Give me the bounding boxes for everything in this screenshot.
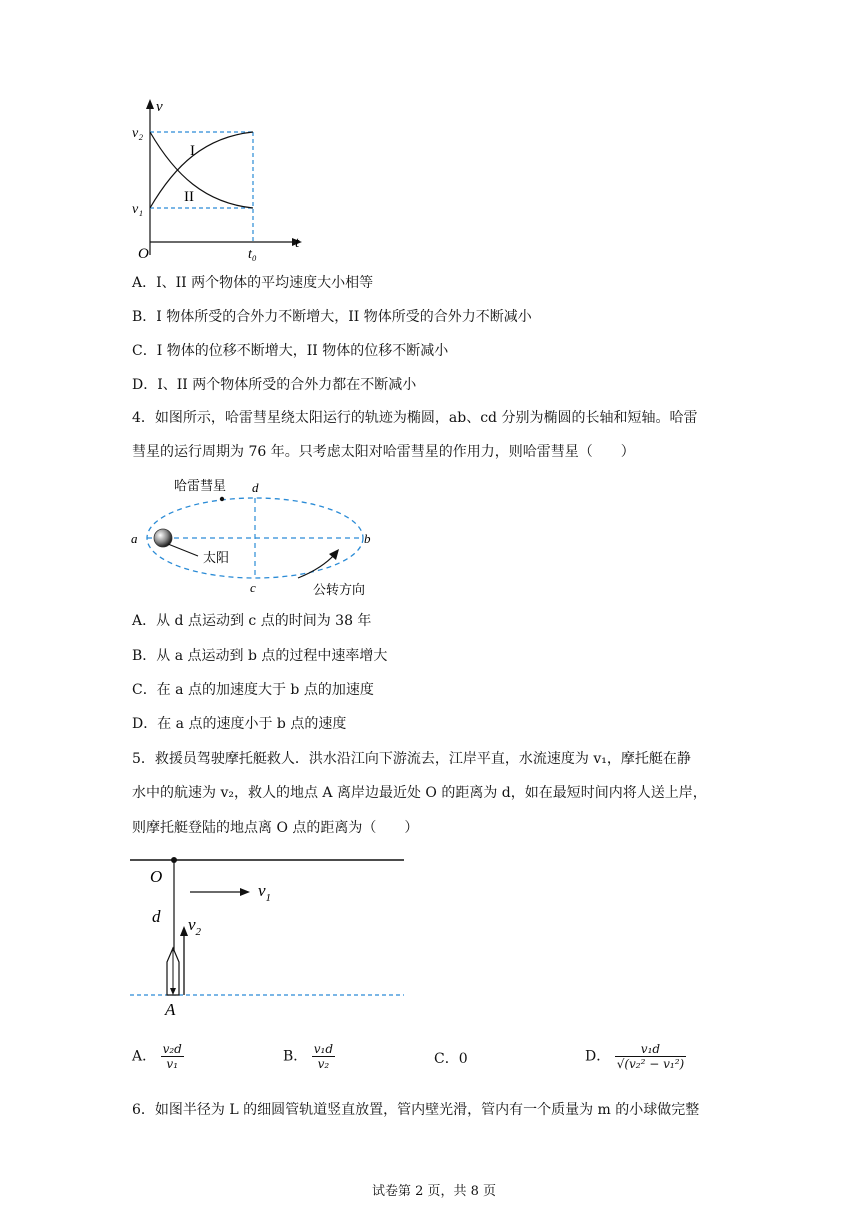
q4-stem-line-1: 4．如图所示，哈雷彗星绕太阳运行的轨迹为椭圆，ab、cd 分别为椭圆的长轴和短轴。哈雷 [132, 410, 698, 426]
comet-label: 哈雷彗星 [174, 479, 227, 494]
point-b-label: b [364, 531, 371, 546]
q5-option-d-fraction [615, 1042, 687, 1071]
t-axis-label: t [295, 235, 300, 251]
sun-leader-line [168, 544, 198, 556]
direction-label: 公转方向 [313, 583, 366, 598]
q5-stem-line-3: 则摩托艇登陆的地点离 O 点的距离为（ ） [132, 820, 419, 836]
v1-label: $v_1$ [258, 881, 272, 904]
q5-stem-line-1: 5．救援员驾驶摩托艇救人．洪水沿江向下游流去，江岸平直，水流速度为 v₁，摩托艇在静 [132, 751, 691, 767]
q5-option-a-num: v₂d [162, 1042, 182, 1056]
page-footer: 试卷第 2 页，共 8 页 [371, 1184, 497, 1199]
q4-option-c: C．在 a 点的加速度大于 b 点的加速度 [132, 682, 374, 698]
sun-label: 太阳 [203, 551, 230, 566]
t0-label: t₀ [248, 247, 257, 262]
point-c-label: c [250, 580, 256, 595]
q4-option-d: D．在 a 点的速度小于 b 点的速度 [132, 716, 347, 732]
q5-option-a [132, 1042, 184, 1071]
v-axis-label: v [156, 99, 163, 115]
q3-option-b: B．I 物体所受的合外力不断增大，II 物体所受的合外力不断减小 [132, 309, 532, 325]
curve-2-label: II [184, 189, 194, 205]
orbit-figure [128, 474, 388, 600]
curve-1-label: I [190, 143, 195, 159]
q5-option-b [283, 1042, 335, 1071]
curve-1 [150, 132, 253, 208]
v-axis-arrow [146, 99, 154, 109]
q5-option-a-den: v₁ [166, 1057, 179, 1071]
origin-label: O [138, 246, 149, 262]
q4-option-a: A．从 d 点运动到 c 点的时间为 38 年 [132, 613, 372, 629]
v2-label: $v_2$ [188, 915, 202, 938]
q4-option-b: B．从 a 点运动到 b 点的过程中速率增大 [132, 648, 388, 664]
q4-stem-line-2: 彗星的运行周期为 76 年。只考虑太阳对哈雷彗星的作用力，则哈雷彗星（ ） [132, 444, 635, 460]
q5-option-b-prefix: B． [283, 1048, 308, 1065]
q3-option-a: A．I、II 两个物体的平均速度大小相等 [132, 275, 374, 291]
vt-graph [130, 95, 310, 265]
q5-stem-line-2: 水中的航速为 v₂，救人的地点 A 离岸边最近处 O 的距离为 d，如在最短时间内将人送上岸， [132, 785, 707, 801]
q5-option-d-den: √(v₂² − v₁²) [616, 1057, 685, 1071]
q6-stem-line-1: 6．如图半径为 L 的细圆管轨道竖直放置，管内壁光滑，管内有一个质量为 m 的小球做完整 [132, 1102, 700, 1118]
comet [220, 497, 224, 501]
point-a-label: A [165, 1000, 176, 1019]
point-d-label: d [252, 480, 259, 495]
d-label: d [152, 907, 161, 926]
q5-option-b-den: v₂ [317, 1057, 330, 1071]
q5-option-d [585, 1042, 686, 1071]
q5-option-a-fraction [161, 1042, 184, 1071]
q5-option-c: C．0 [434, 1051, 468, 1067]
q3-option-c: C．I 物体的位移不断增大，II 物体的位移不断减小 [132, 343, 449, 359]
q5-option-a-prefix: A． [132, 1048, 157, 1065]
q5-option-b-num: v₁d [313, 1042, 334, 1056]
direction-arrow [298, 554, 335, 578]
river-figure [128, 850, 408, 1020]
v2-arrowhead [180, 926, 188, 936]
v2-label: v₂ [132, 126, 144, 141]
curve-2 [150, 132, 253, 208]
v1-arrowhead [240, 888, 250, 896]
q5-option-b-fraction [312, 1042, 335, 1071]
q5-option-d-prefix: D． [585, 1048, 611, 1065]
point-a-label: a [131, 531, 138, 546]
q3-option-d: D．I、II 两个物体所受的合外力都在不断减小 [132, 377, 417, 393]
v1-label: v₁ [132, 202, 144, 217]
point-o-label: O [150, 867, 163, 886]
q5-option-d-num: v₁d [615, 1042, 687, 1057]
